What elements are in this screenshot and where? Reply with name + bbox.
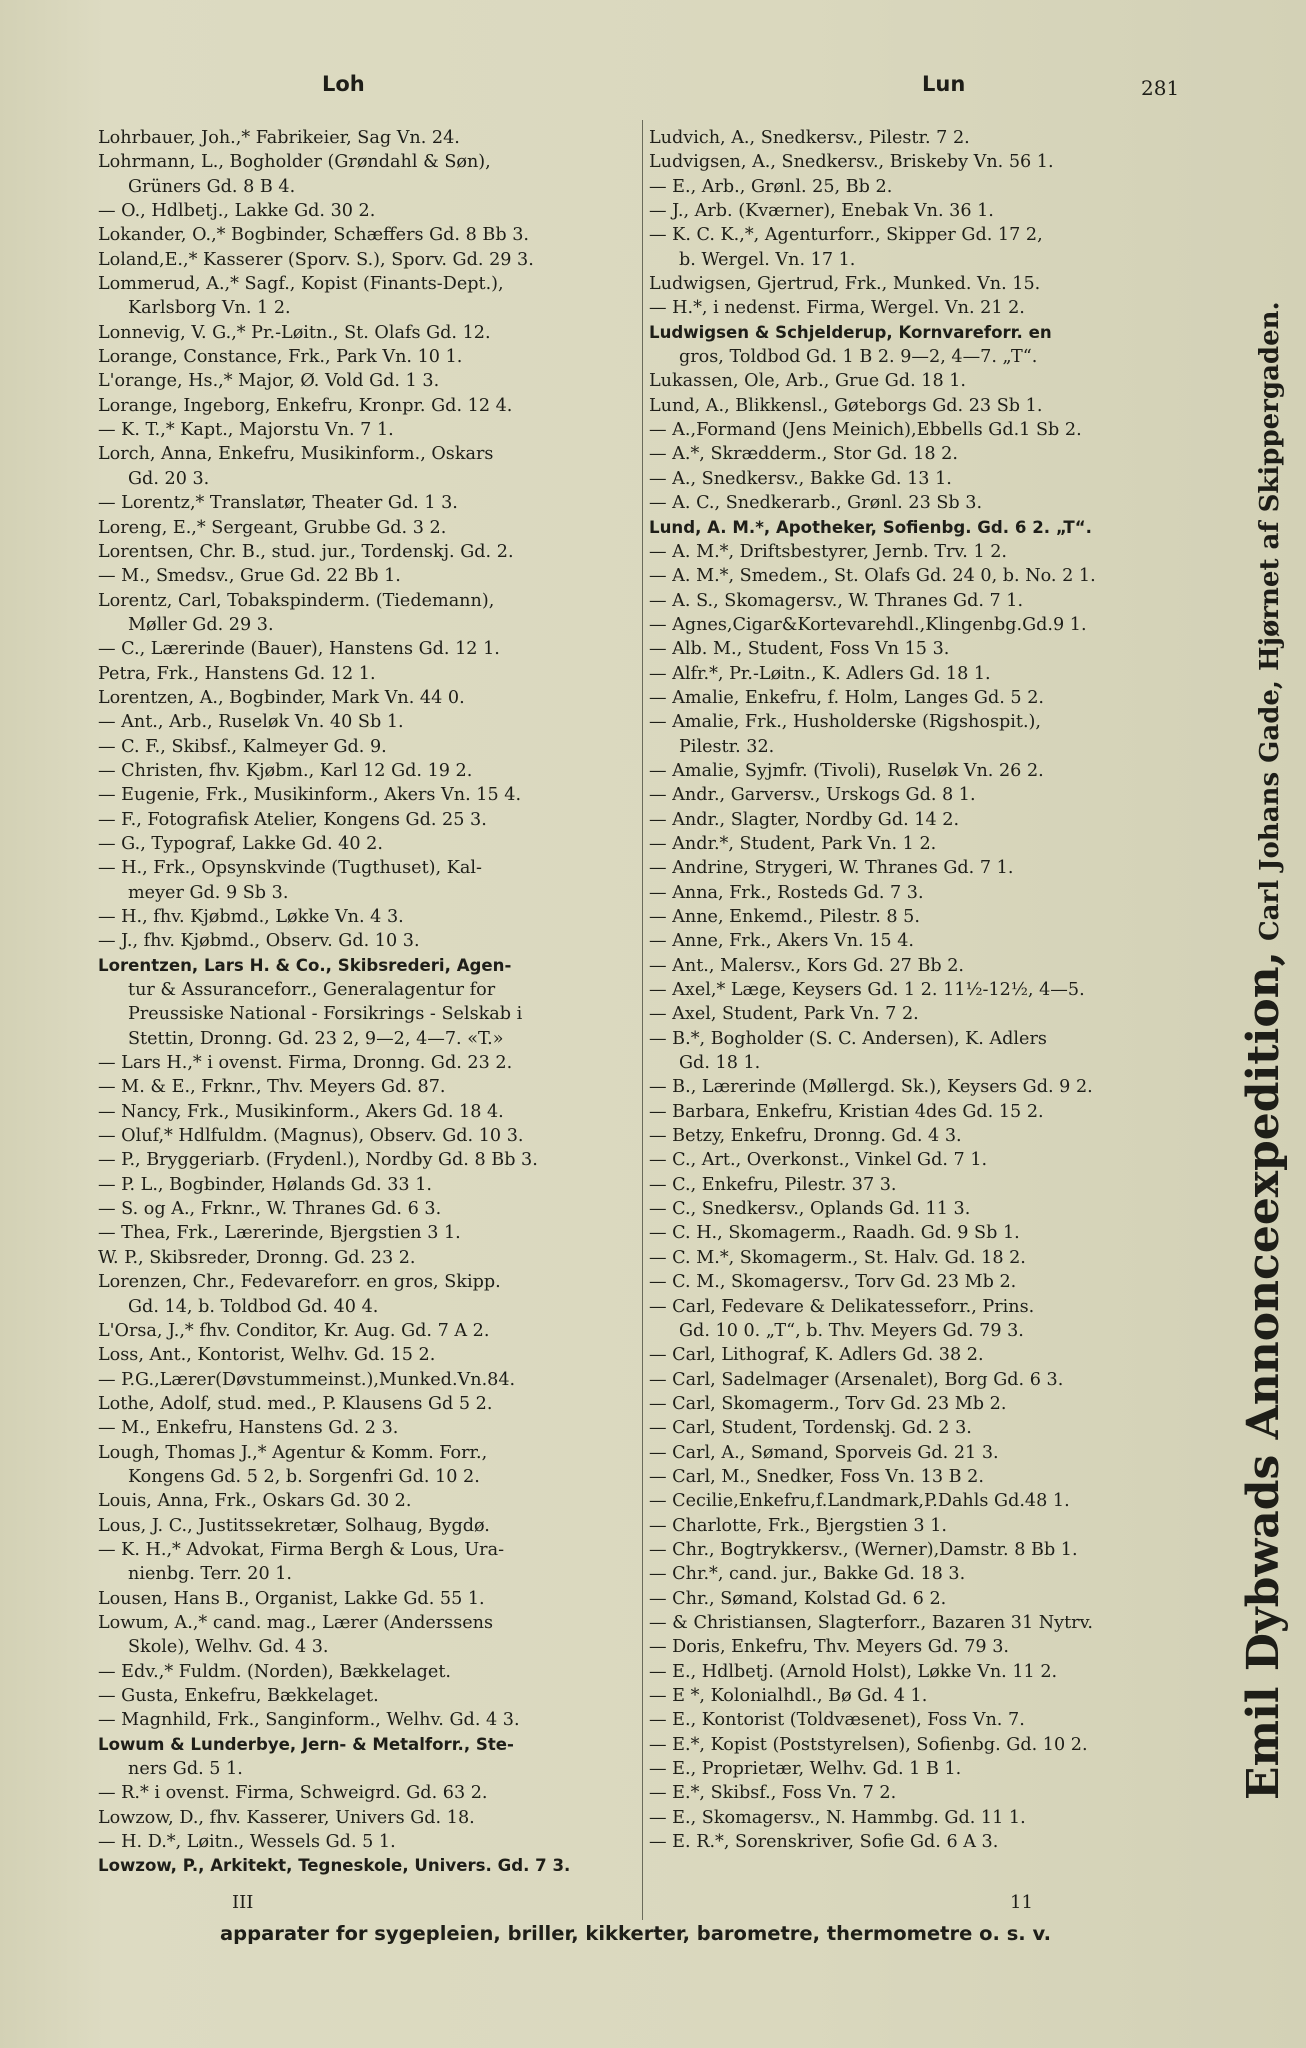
directory-entry: Loss, Ant., Kontorist, Welhv. Gd. 15 2. [98,1345,436,1366]
directory-entry: Stettin, Dronng. Gd. 23 2, 9—2, 4—7. «T.» [128,1028,504,1049]
directory-entry: Lowum, A.,* cand. mag., Lærer (Anderssens [98,1612,494,1633]
directory-entry: Louis, Anna, Frk., Oskars Gd. 30 2. [98,1491,412,1512]
footer-advertisement: apparater for sygepleien, briller, kikkerter, barometre, thermometre o. s. v. [220,1922,1052,1945]
directory-entry: Lonnevig, V. G.,* Pr.-Løitn., St. Olafs Gd. 12. [98,322,491,343]
directory-entry: — E., Proprietær, Welhv. Gd. 1 B 1. [649,1759,962,1780]
directory-entry: — Carl, Sadelmager (Arsenalet), Borg Gd. 6 3. [649,1369,1064,1390]
directory-entry: — K. C. K.,*, Agenturforr., Skipper Gd. 17 2, [649,225,1043,246]
directory-entry: Lund, A., Blikkensl., Gøteborgs Gd. 23 Sb 1. [649,395,1043,416]
directory-entry: — G., Typograf, Lakke Gd. 40 2. [98,833,383,854]
directory-entry: — Andrine, Strygeri, W. Thranes Gd. 7 1. [649,858,1014,879]
directory-entry: — J., fhv. Kjøbmd., Observ. Gd. 10 3. [98,931,420,952]
directory-entry: — Edv.,* Fuldm. (Norden), Bækkelaget. [98,1661,451,1682]
directory-entry: — K. H.,* Advokat, Firma Bergh & Lous, Ura- [98,1539,505,1560]
header-right-catchword: Lun [922,72,966,96]
directory-entry: Pilestr. 32. [679,736,775,757]
directory-entry: — Carl, Student, Tordenskj. Gd. 2 3. [649,1418,972,1439]
directory-entry: — M., Enkefru, Hanstens Gd. 2 3. [98,1418,399,1439]
directory-entry: Lorch, Anna, Enkefru, Musikinform., Oskars [98,444,494,465]
directory-entry: Lothe, Adolf, stud. med., P. Klausens Gd 5 2. [98,1393,493,1414]
directory-entry: — Anne, Enkemd., Pilestr. 8 5. [649,907,920,927]
directory-entry: Loreng, E.,* Sergeant, Grubbe Gd. 3 2. [98,517,447,538]
directory-entry: Gd. 10 0. „T“, b. Thv. Meyers Gd. 79 3. [679,1320,1024,1341]
directory-entry: — Agnes,Cigar&Kortevarehdl.,Klingenbg.Gd.9 1. [649,614,1087,635]
directory-entry: — & Christiansen, Slagterforr., Bazaren 31 Nytrv. [649,1612,1094,1633]
directory-entry: — Lars H.,* i ovenst. Firma, Dronng. Gd. 23 2. [98,1053,513,1074]
directory-entry: tur & Assuranceforr., Generalagentur for [128,980,496,1001]
directory-entry: — A.,Formand (Jens Meinich),Ebbells Gd.1 Sb 2. [649,420,1082,441]
directory-entry: — K. T.,* Kapt., Majorstu Vn. 7 1. [98,420,394,441]
directory-entry: — Alb. M., Student, Foss Vn 15 3. [649,639,950,660]
directory-entry: — Carl, Fedevare & Delikatesseforr., Prins. [649,1296,1035,1317]
directory-entry: Lund, A. M.*, Apotheker, Sofienbg. Gd. 6 2. „T“. [649,517,1092,537]
directory-entry: Ludvich, A., Snedkersv., Pilestr. 7 2. [649,128,970,148]
directory-entry: Lorentsen, Chr. B., stud. jur., Tordenskj. Gd. 2. [98,541,514,562]
directory-entry: meyer Gd. 9 Sb 3. [128,882,289,903]
directory-entry: — E.*, Skibsf., Foss Vn. 7 2. [649,1783,897,1804]
directory-entry: Lorentzen, A., Bogbinder, Mark Vn. 44 0. [98,687,465,708]
signature-mark-left: III [232,1892,254,1913]
directory-entry: — Ant., Arb., Ruseløk Vn. 40 Sb 1. [98,712,404,733]
directory-entry: — Amalie, Enkefru, f. Holm, Langes Gd. 5 2. [649,687,1044,708]
directory-entry: Gd. 14, b. Toldbod Gd. 40 4. [128,1296,379,1317]
directory-entry: — M., Smedsv., Grue Gd. 22 Bb 1. [98,566,401,587]
directory-entry: — Carl, A., Sømand, Sporveis Gd. 21 3. [649,1442,999,1463]
directory-entry: — Charlotte, Frk., Bjergstien 3 1. [649,1515,947,1536]
directory-entry: — Betzy, Enkefru, Dronng. Gd. 4 3. [649,1126,962,1147]
directory-entry: — Andr., Slagter, Nordby Gd. 14 2. [649,809,960,830]
directory-entry: Loland,E.,* Kasserer (Sporv. S.), Sporv. Gd. 29 3. [98,249,534,270]
directory-entry: — F., Fotografisk Atelier, Kongens Gd. 25 3. [98,809,487,830]
directory-entry: Lukassen, Ole, Arb., Grue Gd. 18 1. [649,371,967,392]
directory-entry: Kongens Gd. 5 2, b. Sorgenfri Gd. 10 2. [128,1466,480,1487]
directory-entry: — E., Skomagersv., N. Hammbg. Gd. 11 1. [649,1807,1026,1828]
directory-entry: — Amalie, Syjmfr. (Tivoli), Ruseløk Vn. 26 2. [649,760,1044,781]
directory-entry: — C., Snedkersv., Oplands Gd. 11 3. [649,1199,971,1220]
directory-entry: Karlsborg Vn. 1 2. [128,298,291,319]
directory-entry: — A.*, Skrædderm., Stor Gd. 18 2. [649,444,958,465]
directory-entry: Lorange, Constance, Frk., Park Vn. 10 1. [98,347,463,368]
right-column [649,126,1197,1854]
directory-entry: Lousen, Hans B., Organist, Lakke Gd. 55 1. [98,1588,485,1609]
directory-entry: Petra, Frk., Hanstens Gd. 12 1. [98,663,376,684]
directory-entry: Lorentzen, Lars H. & Co., Skibsrederi, Agen- [98,955,512,975]
directory-entry: Gd. 20 3. [128,468,210,489]
directory-entry: — Chr., Sømand, Kolstad Gd. 6 2. [649,1588,947,1609]
directory-entry: — E., Kontorist (Toldvæsenet), Foss Vn. 7. [649,1710,1025,1731]
directory-entry: — Andr., Garversv., Urskogs Gd. 8 1. [649,785,976,806]
directory-entry: L'Orsa, J.,* fhv. Conditor, Kr. Aug. Gd. 7 A 2. [98,1320,490,1341]
directory-entry: — Carl, Skomagerm., Torv Gd. 23 Mb 2. [649,1393,1007,1414]
directory-entry: — H., fhv. Kjøbmd., Løkke Vn. 4 3. [98,907,404,927]
directory-entry: Lokander, O.,* Bogbinder, Schæffers Gd. 8 Bb 3. [98,225,529,246]
directory-entry: — Nancy, Frk., Musikinform., Akers Gd. 18 4. [98,1101,504,1122]
directory-entry: — A. C., Snedkerarb., Grønl. 23 Sb 3. [649,493,983,514]
directory-entry: — J., Arb. (Kværner), Enebak Vn. 36 1. [649,201,994,222]
directory-entry: Ludvigsen, A., Snedkersv., Briskeby Vn. 56 1. [649,152,1054,173]
header-left-catchword: Loh [322,72,365,96]
directory-entry: Lough, Thomas J.,* Agentur & Komm. Forr., [98,1442,488,1463]
column-divider [642,120,643,1920]
directory-entry: — B.*, Bogholder (S. C. Andersen), K. Adlers [649,1028,1047,1049]
page-number: 281 [1141,76,1180,100]
directory-entry: ners Gd. 5 1. [128,1759,243,1780]
directory-entry: — H. D.*, Løitn., Wessels Gd. 5 1. [98,1832,396,1853]
directory-entry: — Ant., Malersv., Kors Gd. 27 Bb 2. [649,955,965,976]
directory-entry: — P.G.,Lærer(Døvstummeinst.),Munked.Vn.84. [98,1369,516,1390]
directory-entry: Lommerud, A.,* Sagf., Kopist (Finants-Dept.), [98,274,504,295]
directory-entry: — Andr.*, Student, Park Vn. 1 2. [649,833,937,854]
directory-entry: — Barbara, Enkefru, Kristian 4des Gd. 15 2. [649,1101,1044,1122]
directory-entry: — Anna, Frk., Rosteds Gd. 7 3. [649,882,924,903]
signature-mark-right: 11 [1010,1892,1033,1913]
directory-entry: — A. S., Skomagersv., W. Thranes Gd. 7 1. [649,590,1024,611]
directory-entry: Lous, J. C., Justitssekretær, Solhaug, Bygdø. [98,1515,490,1536]
directory-entry: — H., Frk., Opsynskvinde (Tugthuset), Kal- [98,858,482,879]
directory-entry: — Axel,* Læge, Keysers Gd. 1 2. 11½-12½, 4—5. [649,980,1085,1001]
directory-entry: — A., Snedkersv., Bakke Gd. 13 1. [649,468,952,489]
side-advertisement [1238,301,1289,1800]
directory-entry: — Thea, Frk., Lærerinde, Bjergstien 3 1. [98,1223,461,1244]
directory-entry: gros, Toldbod Gd. 1 B 2. 9—2, 4—7. „T“. [679,347,1038,368]
directory-entry: — S. og A., Frknr., W. Thranes Gd. 6 3. [98,1199,442,1220]
directory-entry: L'orange, Hs.,* Major, Ø. Vold Gd. 1 3. [98,371,440,392]
directory-entry: — C. M., Skomagersv., Torv Gd. 23 Mb 2. [649,1272,1017,1293]
directory-entry: — C. H., Skomagerm., Raadh. Gd. 9 Sb 1. [649,1223,1020,1244]
directory-entry: Lowzow, P., Arkitekt, Tegneskole, Univers. Gd. 7 3. [98,1856,571,1876]
directory-entry: — Chr., Bogtrykkersv., (Werner),Damstr. 8 Bb 1. [649,1539,1078,1560]
directory-entry: Lorange, Ingeborg, Enkefru, Kronpr. Gd. 12 4. [98,395,513,416]
directory-entry: Gd. 18 1. [679,1053,761,1074]
directory-entry: — Anne, Frk., Akers Vn. 15 4. [649,931,915,952]
directory-entry: — P., Bryggeriarb. (Frydenl.), Nordby Gd. 8 Bb 3. [98,1150,538,1171]
directory-entry: — E., Hdlbetj. (Arnold Holst), Løkke Vn. 11 2. [649,1661,1058,1682]
directory-entry: — Eugenie, Frk., Musikinform., Akers Vn. 15 4. [98,785,522,806]
directory-entry: Lorenzen, Chr., Fedevareforr. en gros, Skipp. [98,1272,501,1293]
directory-entry: — E., Arb., Grønl. 25, Bb 2. [649,176,893,197]
directory-entry: Ludwigsen & Schjelderup, Kornvareforr. en [649,322,1052,342]
directory-entry: W. P., Skibsreder, Dronng. Gd. 23 2. [98,1247,416,1268]
directory-entry: — O., Hdlbetj., Lakke Gd. 30 2. [98,201,376,222]
directory-entry: — A. M.*, Smedem., St. Olafs Gd. 24 0, b. No. 2 1. [649,566,1096,587]
directory-entry: — Gusta, Enkefru, Bækkelaget. [98,1686,379,1706]
directory-entry: — E. R.*, Sorenskriver, Sofie Gd. 6 A 3. [649,1832,999,1853]
directory-entry: — Chr.*, cand. jur., Bakke Gd. 18 3. [649,1564,966,1585]
directory-entry: — Oluf,* Hdlfuldm. (Magnus), Observ. Gd. 10 3. [98,1126,524,1147]
directory-entry: — R.* i ovenst. Firma, Schweigrd. Gd. 63 2. [98,1783,488,1804]
directory-entry: — Christen, fhv. Kjøbm., Karl 12 Gd. 19 2. [98,760,473,781]
directory-entry: — C. F., Skibsf., Kalmeyer Gd. 9. [98,736,387,757]
directory-entry: — B., Lærerinde (Møllergd. Sk.), Keysers Gd. 9 2. [649,1077,1093,1098]
directory-entry: nienbg. Terr. 20 1. [128,1564,293,1585]
directory-entry: — C., Enkefru, Pilestr. 37 3. [649,1174,897,1195]
side-ad-sub: Carl Johans Gade, Hjørnet af Skippergaden. [1255,301,1285,942]
directory-entry: — E *, Kolonialhdl., Bø Gd. 4 1. [649,1686,928,1706]
directory-entry: — Amalie, Frk., Husholderske (Rigshospit.), [649,712,1041,733]
left-column [98,126,643,1879]
directory-entry: — Carl, M., Snedker, Foss Vn. 13 B 2. [649,1466,984,1487]
directory-entry: — H.*, i nedenst. Firma, Wergel. Vn. 21 2. [649,298,1025,319]
directory-entry: Ludwigsen, Gjertrud, Frk., Munked. Vn. 15. [649,274,1041,295]
directory-entry: — Carl, Lithograf, K. Adlers Gd. 38 2. [649,1345,984,1366]
directory-entry: Preussiske National - Forsikrings - Selskab i [128,1004,523,1025]
directory-entry: — P. L., Bogbinder, Hølands Gd. 33 1. [98,1174,432,1195]
directory-entry: Grüners Gd. 8 B 4. [128,176,296,197]
directory-entry: — A. M.*, Driftsbestyrer, Jernb. Trv. 1 2. [649,541,1008,562]
directory-entry: b. Wergel. Vn. 17 1. [679,249,856,270]
directory-entry: — C. M.*, Skomagerm., St. Halv. Gd. 18 2. [649,1247,1026,1268]
directory-entry: Lowzow, D., fhv. Kasserer, Univers Gd. 18. [98,1807,475,1828]
directory-entry: Lowum & Lunderbye, Jern- & Metalforr., Ste- [98,1734,514,1754]
directory-entry: Lorentz, Carl, Tobakspinderm. (Tiedemann), [98,590,495,611]
directory-entry: — Cecilie,Enkefru,f.Landmark,P.Dahls Gd.48 1. [649,1491,1070,1512]
directory-entry: — M. & E., Frknr., Thv. Meyers Gd. 87. [98,1077,446,1098]
directory-entry: — E.*, Kopist (Poststyrelsen), Sofienbg. Gd. 10 2. [649,1734,1088,1755]
directory-entry: Møller Gd. 29 3. [128,614,274,635]
directory-entry: — C., Art., Overkonst., Vinkel Gd. 7 1. [649,1150,988,1171]
directory-entry: Skole), Welhv. Gd. 4 3. [128,1637,329,1658]
directory-entry: — C., Lærerinde (Bauer), Hanstens Gd. 12 1. [98,639,500,660]
directory-entry: — Magnhild, Frk., Sanginform., Welhv. Gd. 4 3. [98,1710,520,1731]
directory-entry: — Axel, Student, Park Vn. 7 2. [649,1004,919,1025]
directory-entry: Lohrbauer, Joh.,* Fabrikeier, Sag Vn. 24. [98,128,460,148]
directory-entry: — Alfr.*, Pr.-Løitn., K. Adlers Gd. 18 1. [649,663,991,684]
directory-entry: — Lorentz,* Translatør, Theater Gd. 1 3. [98,493,458,514]
directory-entry: Lohrmann, L., Bogholder (Grøndahl & Søn), [98,152,491,173]
side-ad-main: Emil Dybwads Annonceexpedition, [1238,951,1289,1800]
directory-entry: — Doris, Enkefru, Thv. Meyers Gd. 79 3. [649,1637,1010,1658]
